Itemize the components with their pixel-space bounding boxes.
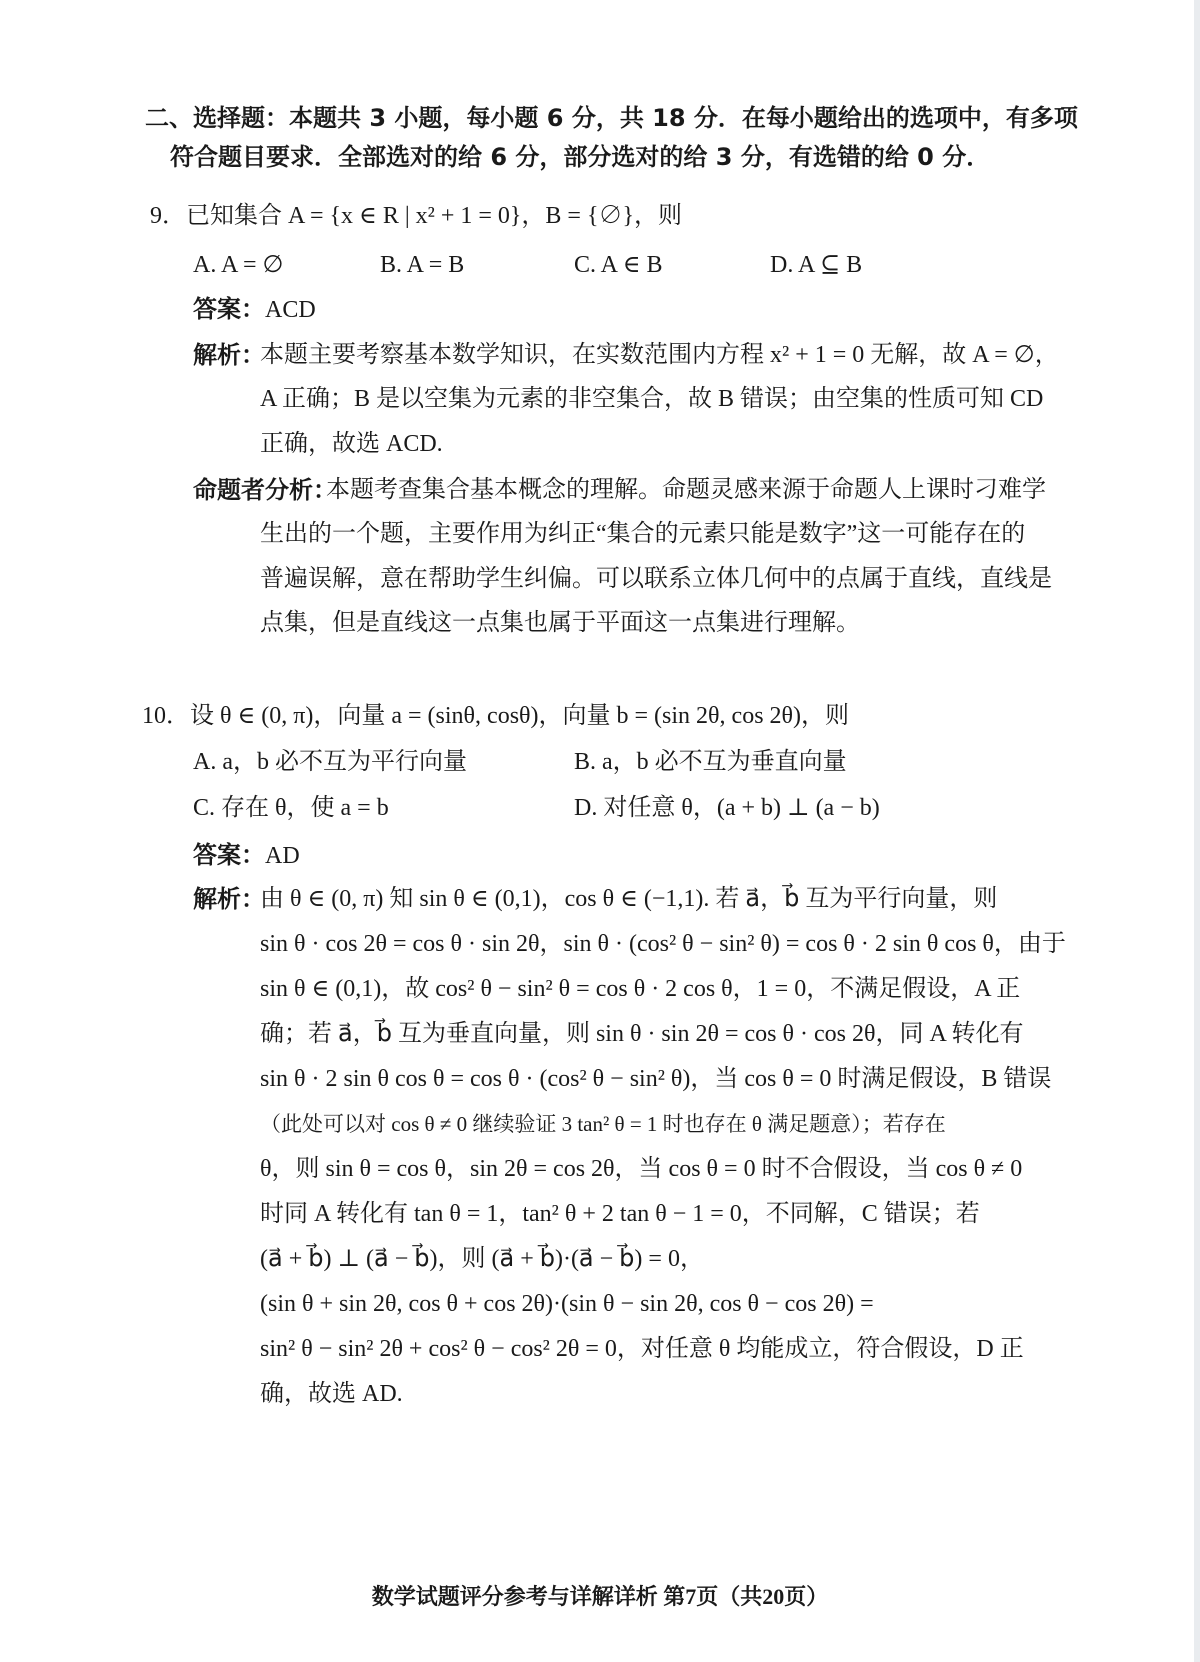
q10-answer-label: 答案：	[193, 841, 265, 869]
q9-analysis-line-3: 正确，故选 ACD.	[260, 431, 443, 457]
q9-analysis-line-2: A 正确；B 是以空集为元素的非空集合，故 B 错误；由空集的性质可知 CD	[260, 386, 1044, 412]
q10-analysis-line-3: sin θ ∈ (0,1)，故 cos² θ − sin² θ = cos θ · 2 cos θ，1 = 0，不满足假设，A 正	[260, 976, 1021, 1002]
q10-analysis-line-10: (sin θ + sin 2θ, cos θ + cos 2θ)·(sin θ − sin 2θ, cos θ − cos 2θ) =	[260, 1291, 874, 1317]
q9-author-line-1: 本题考查集合基本概念的理解。命题灵感来源于命题人上课时刁难学	[326, 477, 1046, 503]
q9-answer	[193, 293, 316, 326]
q10-option-a: A. a，b 必不互为平行向量	[193, 749, 467, 775]
q10-option-c: C. 存在 θ，使 a = b	[193, 795, 389, 821]
q9-analysis-line-1: 本题主要考察基本数学知识，在实数范围内方程 x² + 1 = 0 无解，故 A = ∅，	[260, 342, 1059, 368]
q9-author-line-4: 点集，但是直线这一点集也属于平面这一点集进行理解。	[260, 610, 860, 636]
page-edge	[1194, 0, 1200, 1662]
section-header-line-1: 二、选择题：本题共 3 小题，每小题 6 分，共 18 分．在每小题给出的选项中，有多项	[145, 104, 1078, 132]
q9-answer-value: ACD	[265, 297, 316, 323]
q10-analysis-line-2: sin θ · cos 2θ = cos θ · sin 2θ，sin θ · (cos² θ − sin² θ) = cos θ · 2 sin θ cos θ，由于	[260, 931, 1066, 957]
q10-answer-value: AD	[265, 843, 300, 869]
q10-analysis-line-8: 时同 A 转化有 tan θ = 1，tan² θ + 2 tan θ − 1 = 0，不同解，C 错误；若	[260, 1201, 980, 1227]
q10-analysis-line-11: sin² θ − sin² 2θ + cos² θ − cos² 2θ = 0，对任意 θ 均能成立，符合假设，D 正	[260, 1336, 1024, 1362]
q10-analysis-label: 解析：	[193, 885, 265, 913]
q9-analysis-label: 解析：	[193, 341, 265, 369]
q9-option-d: D. A ⊆ B	[770, 252, 863, 278]
q10-option-b: B. a，b 必不互为垂直向量	[574, 749, 847, 775]
q10-analysis-line-9: (a⃗ + b⃗) ⊥ (a⃗ − b⃗)，则 (a⃗ + b⃗)·(a⃗ − b⃗) = 0，	[260, 1246, 704, 1272]
section-header-line-2: 符合题目要求．全部选对的给 6 分，部分选对的给 3 分，有选错的给 0 分．	[170, 143, 991, 171]
q9-answer-label: 答案：	[193, 295, 265, 323]
q9-author-label: 命题者分析：	[193, 476, 337, 504]
q9-option-a: A. A = ∅	[193, 252, 284, 278]
q10-analysis-line-1: 由 θ ∈ (0, π) 知 sin θ ∈ (0,1)，cos θ ∈ (−1,1). 若 a⃗，b⃗ 互为平行向量，则	[260, 886, 998, 912]
q10-analysis-line-4: 确；若 a⃗，b⃗ 互为垂直向量，则 sin θ · sin 2θ = cos θ · cos 2θ，同 A 转化有	[260, 1021, 1024, 1047]
q9-option-c: C. A ∈ B	[574, 252, 663, 278]
q10-answer	[193, 839, 300, 872]
q10-option-d: D. 对任意 θ，(a + b) ⊥ (a − b)	[574, 795, 880, 821]
q9-stem: 9．已知集合 A = {x ∈ R | x² + 1 = 0}，B = {∅}，则	[150, 203, 683, 229]
q10-stem: 10．设 θ ∈ (0, π)，向量 a = (sinθ, cosθ)，向量 b = (sin 2θ, cos 2θ)，则	[142, 703, 850, 729]
q9-author-line-3: 普遍误解，意在帮助学生纠偏。可以联系立体几何中的点属于直线，直线是	[260, 566, 1052, 592]
q10-analysis-line-5: sin θ · 2 sin θ cos θ = cos θ · (cos² θ − sin² θ)，当 cos θ = 0 时满足假设，B 错误	[260, 1066, 1052, 1092]
q10-analysis-line-12: 确，故选 AD.	[260, 1381, 403, 1407]
q9-author-line-2: 生出的一个题，主要作用为纠正“集合的元素只能是数字”这一可能存在的	[260, 521, 1026, 547]
q10-analysis-line-7: θ，则 sin θ = cos θ，sin 2θ = cos 2θ，当 cos θ = 0 时不合假设，当 cos θ ≠ 0	[260, 1156, 1023, 1182]
page-footer: 数学试题评分参考与详解详析 第7页（共20页）	[371, 1584, 829, 1609]
q10-analysis-line-6: （此处可以对 cos θ ≠ 0 继续验证 3 tan² θ = 1 时也存在 θ 满足题意）；若存在	[260, 1112, 946, 1136]
q9-option-b: B. A = B	[380, 252, 465, 278]
